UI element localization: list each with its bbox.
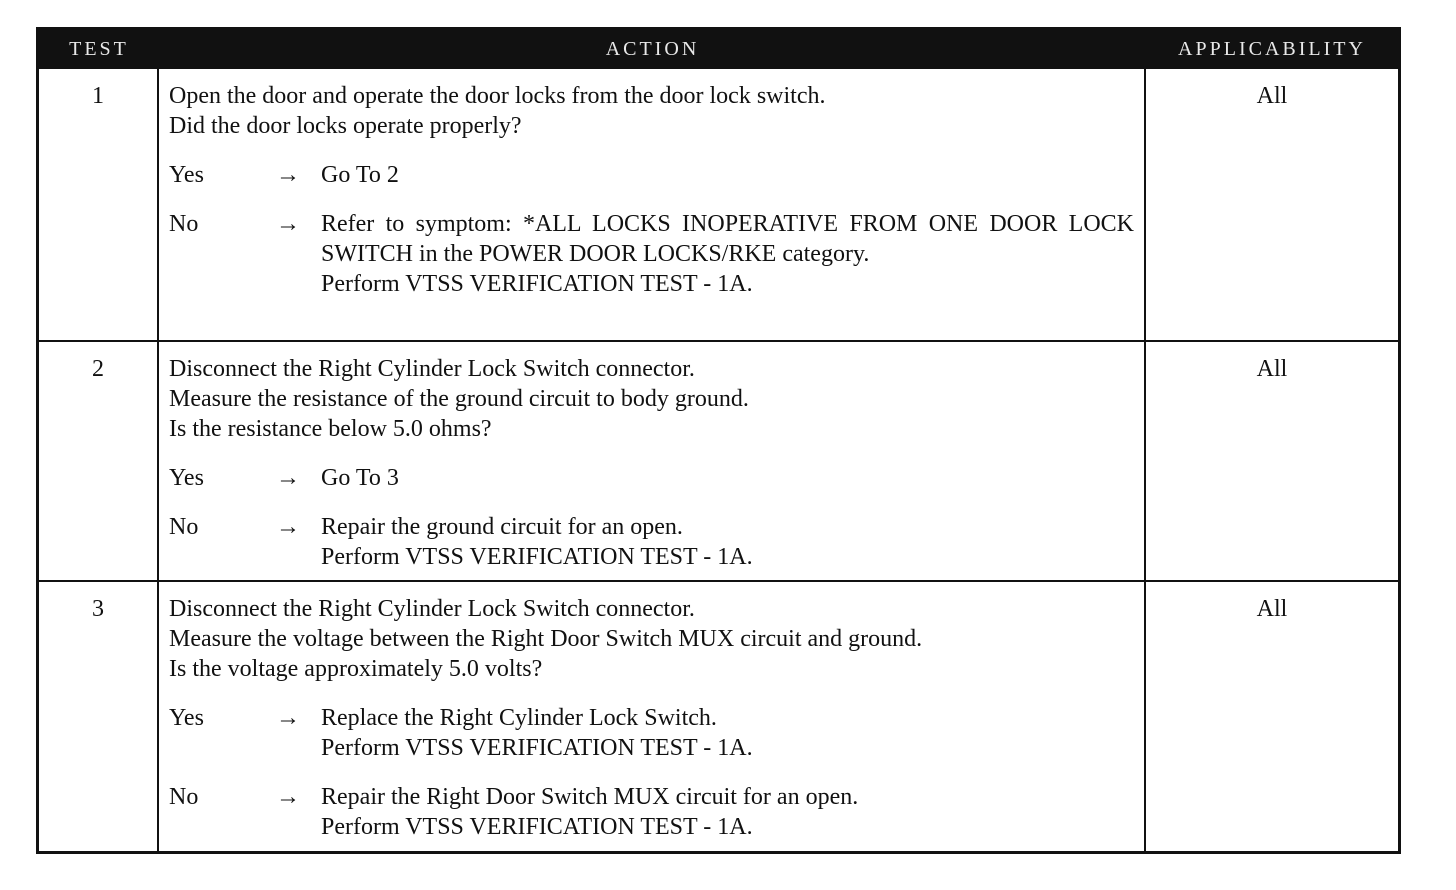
yes-branch	[169, 160, 1134, 190]
no-result-line: Repair the Right Door Switch MUX circuit for an open.	[321, 784, 859, 810]
right-arrow-icon: →	[276, 465, 300, 491]
action-line: Disconnect the Right Cylinder Lock Switch connector.	[169, 596, 695, 622]
header-applicability: APPLICABILITY	[1146, 30, 1398, 69]
test-number: 3	[39, 580, 159, 851]
yes-result	[321, 463, 1134, 493]
action-question: Is the voltage approximately 5.0 volts?	[169, 656, 543, 682]
no-result-line: Refer to symptom: *ALL LOCKS INOPERATIVE FROM ONE DOOR LOCK SWITCH in the POWER DOOR LOCKS/RKE category.	[321, 211, 1134, 267]
right-arrow-icon: →	[276, 784, 300, 810]
yes-result-line: Go To 3	[321, 465, 399, 491]
no-result	[321, 512, 1134, 572]
yes-result	[321, 160, 1134, 190]
action-cell	[159, 69, 1146, 340]
header-test: TEST	[39, 30, 159, 69]
no-label: No	[169, 211, 199, 237]
yes-branch	[169, 703, 1134, 763]
right-arrow-icon: →	[276, 162, 300, 188]
test-number: 2	[39, 340, 159, 580]
header-action: ACTION	[159, 30, 1146, 69]
no-result-line: Repair the ground circuit for an open.	[321, 514, 683, 540]
right-arrow-icon: →	[276, 514, 300, 540]
yes-result-line: Go To 2	[321, 162, 399, 188]
yes-result	[321, 703, 1134, 763]
right-arrow-icon: →	[276, 705, 300, 731]
yes-label: Yes	[169, 162, 204, 188]
diagnostic-test-table	[36, 27, 1401, 854]
test-number: 1	[39, 69, 159, 340]
action-line: Measure the voltage between the Right Door Switch MUX circuit and ground.	[169, 626, 923, 652]
no-branch	[169, 512, 1134, 572]
yes-label: Yes	[169, 705, 204, 731]
no-result-line: Perform VTSS VERIFICATION TEST - 1A.	[321, 271, 753, 297]
no-branch	[169, 782, 1134, 842]
yes-result-line: Replace the Right Cylinder Lock Switch.	[321, 705, 717, 731]
applicability-value: All	[1146, 580, 1398, 851]
yes-result-line: Perform VTSS VERIFICATION TEST - 1A.	[321, 735, 753, 761]
no-result	[321, 782, 1134, 842]
action-cell	[159, 580, 1146, 851]
right-arrow-icon: →	[276, 211, 300, 237]
no-label: No	[169, 514, 199, 540]
no-label: No	[169, 784, 199, 810]
action-question: Did the door locks operate properly?	[169, 113, 522, 139]
action-line: Measure the resistance of the ground circuit to body ground.	[169, 386, 749, 412]
action-line: Open the door and operate the door locks from the door lock switch.	[169, 83, 826, 109]
no-result-line: Perform VTSS VERIFICATION TEST - 1A.	[321, 544, 753, 570]
no-branch	[169, 209, 1134, 299]
no-result	[321, 209, 1134, 299]
action-question: Is the resistance below 5.0 ohms?	[169, 416, 492, 442]
action-cell	[159, 340, 1146, 580]
action-line: Disconnect the Right Cylinder Lock Switch connector.	[169, 356, 695, 382]
applicability-value: All	[1146, 340, 1398, 580]
no-result-line: Perform VTSS VERIFICATION TEST - 1A.	[321, 814, 753, 840]
yes-label: Yes	[169, 465, 204, 491]
applicability-value: All	[1256, 83, 1288, 109]
yes-branch	[169, 463, 1134, 493]
